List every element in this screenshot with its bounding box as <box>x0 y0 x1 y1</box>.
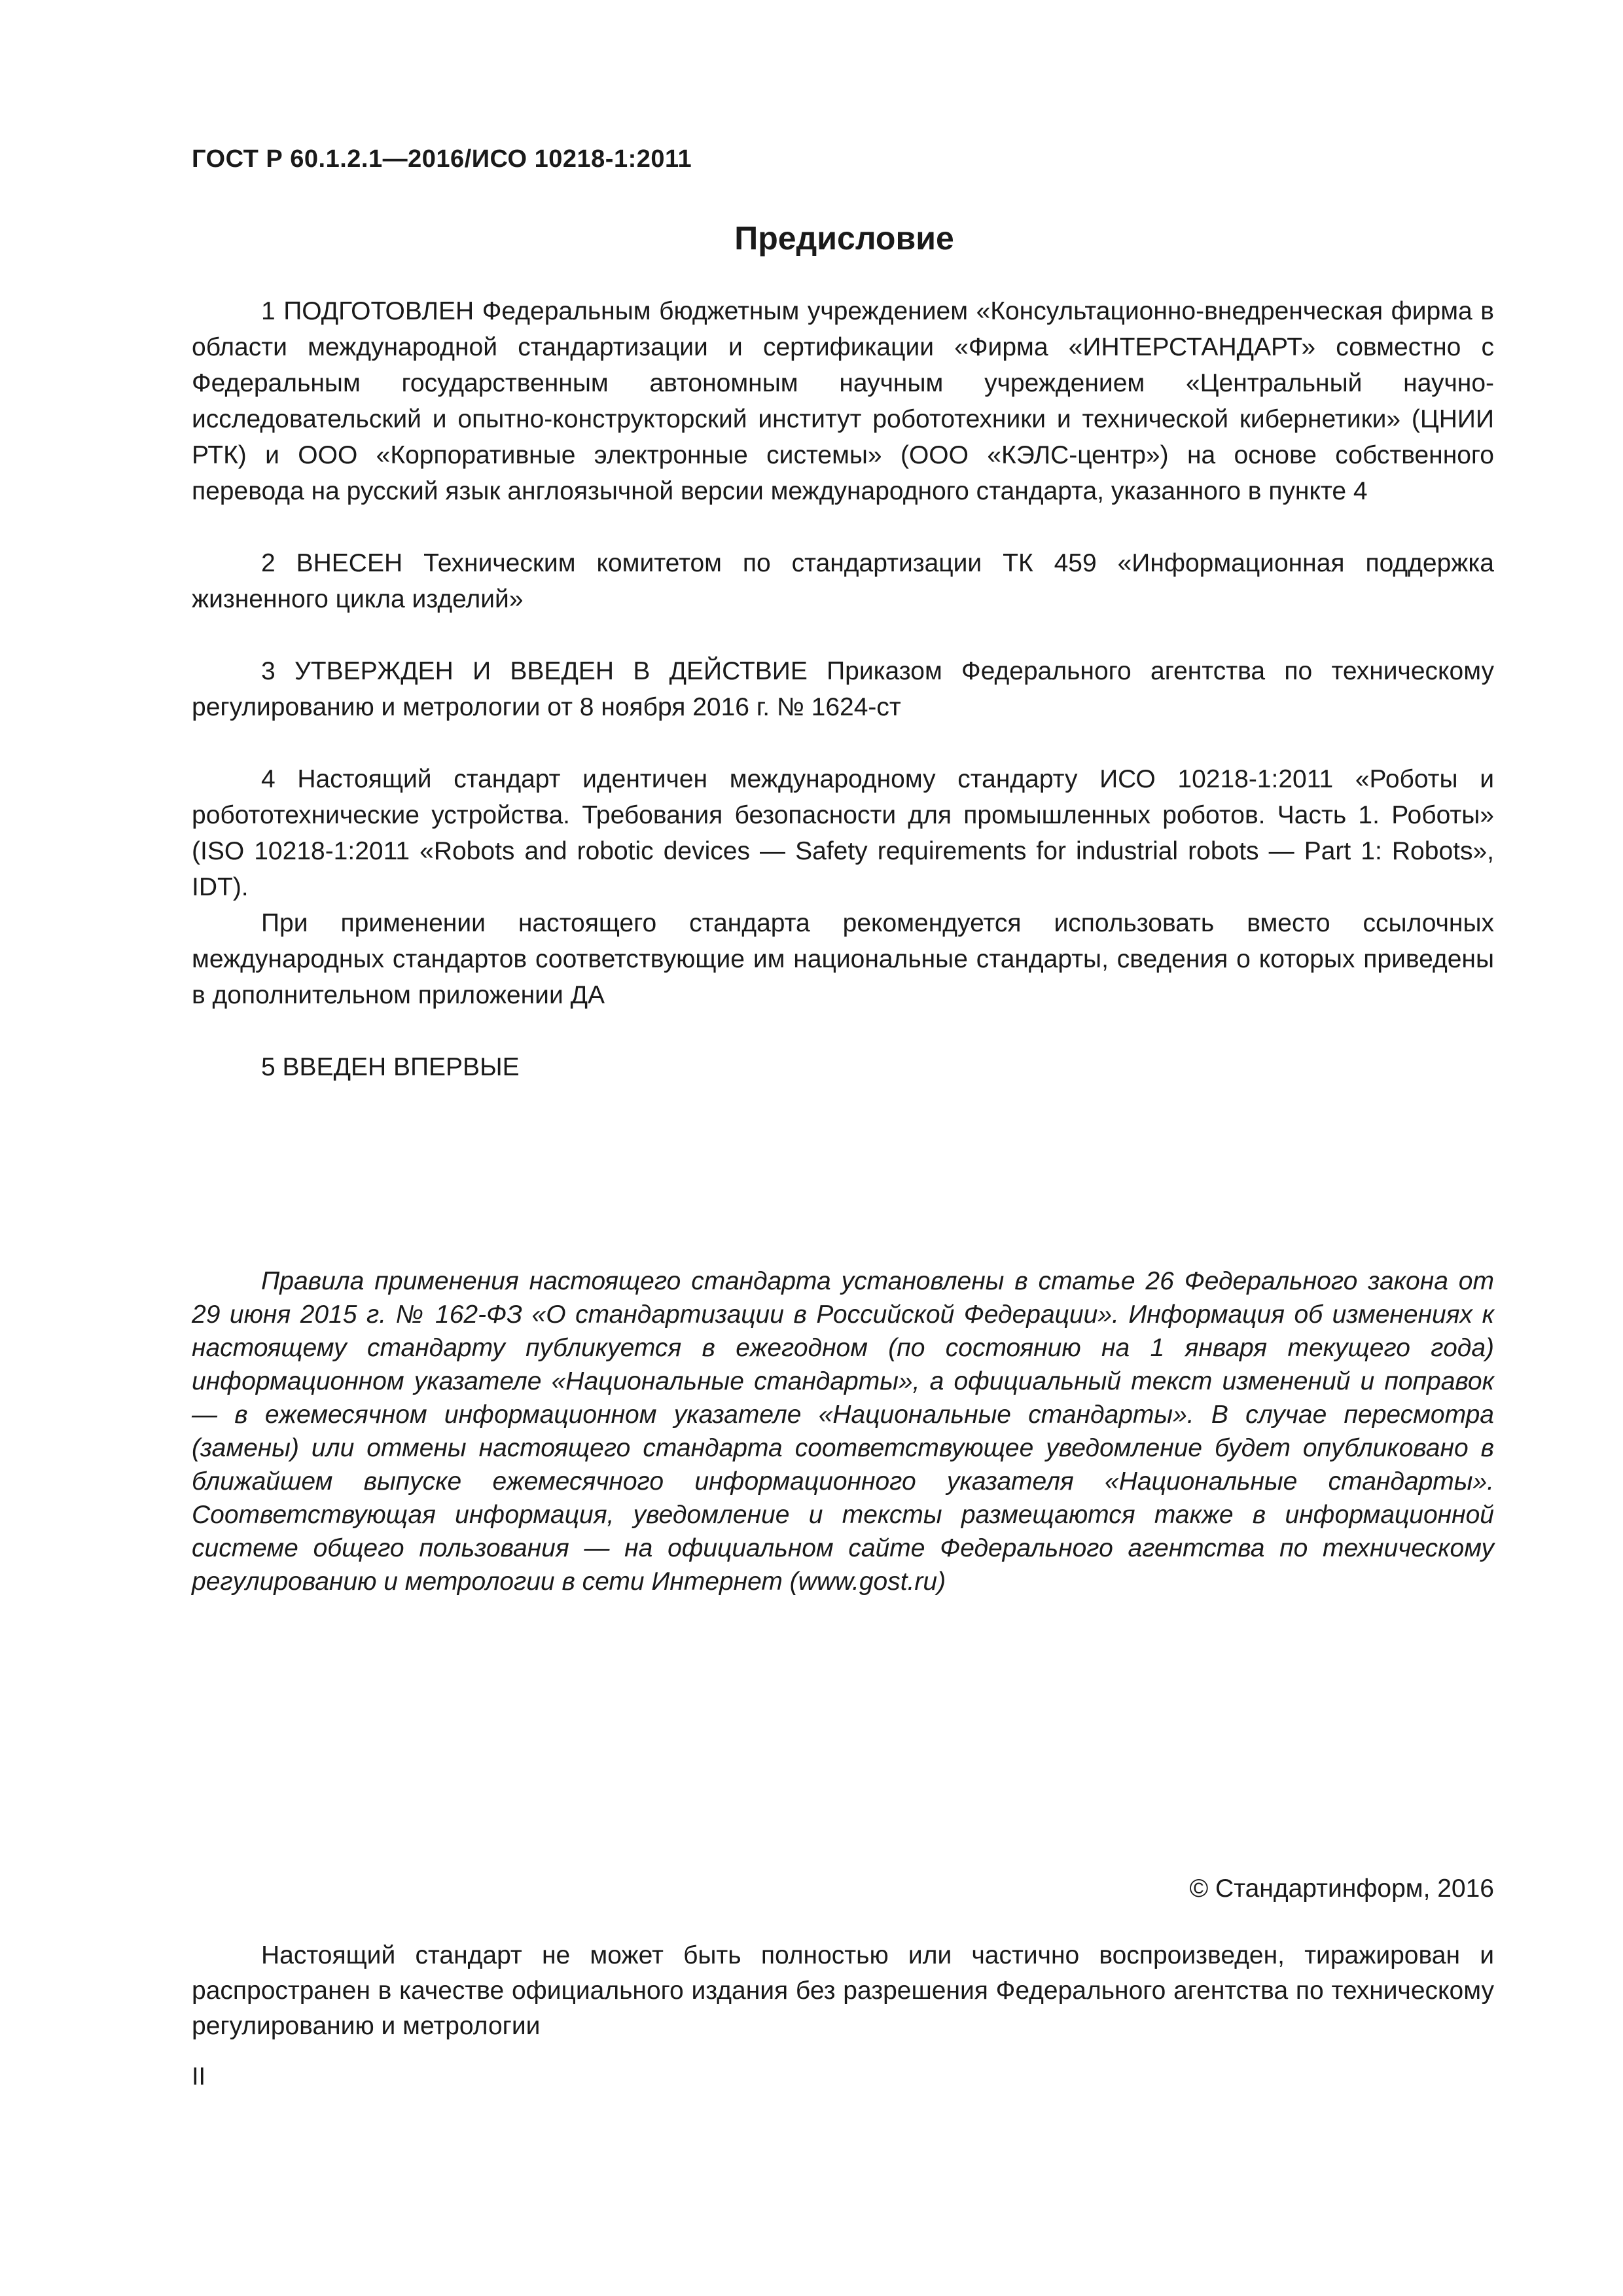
legal-notice: Настоящий стандарт не может быть полностью или частично воспроизведен, тиражирован и распространен в качестве официального издания без разрешения Федерального агентства по техническому регулированию и метрологии <box>192 1941 1494 2040</box>
paragraph-introduced: 2 ВНЕСЕН Техническим комитетом по стандартизации ТК 459 «Информационная поддержка жизненного цикла изделий» <box>192 549 1494 613</box>
paragraph-first-introduced: 5 ВВЕДЕН ВПЕРВЫЕ <box>261 1053 520 1081</box>
standard-code-header: ГОСТ Р 60.1.2.1—2016/ИСО 10218-1:2011 <box>192 145 692 173</box>
paragraph-prepared: 1 ПОДГОТОВЛЕН Федеральным бюджетным учреждением «Консультационно-внедренческая фирма в области международной стандартизации и сертификации «Фирма «ИНТЕРСТАНДАРТ» совместно с Федеральным государственным автономным научным учреждением «Центральный научно-исследовательский и опытно-конструкторский институт робототехники и технической кибернетики» (ЦНИИ РТК) и ООО «Корпоративные электронные системы» (ООО «КЭЛС-центр») на основе собственного перевода на русский язык англоязычной версии международного стандарта, указанного в пункте 4 <box>192 297 1494 505</box>
page-number: II <box>192 2063 206 2090</box>
preface-body <box>192 293 1494 1085</box>
paragraph-identical: 4 Настоящий стандарт идентичен международному стандарту ИСО 10218-1:2011 «Роботы и робототехнические устройства. Требования безопасности для промышленных роботов. Часть 1. Роботы» (ISO 10218-1:2011 «Robots and robotic devices — Safety requirements for industrial robots — Part 1: Robots», IDT). <box>192 765 1494 901</box>
paragraph-national-standards: При применении настоящего стандарта рекомендуется использовать вместо ссылочных международных стандартов соответствующие им национальные стандарты, сведения о которых приведены в дополнительном приложении ДА <box>192 909 1494 1009</box>
paragraph-approved: 3 УТВЕРЖДЕН И ВВЕДЕН В ДЕЙСТВИЕ Приказом Федерального агентства по техническому регулированию и метрологии от 8 ноября 2016 г. № 1624-ст <box>192 657 1494 721</box>
page-title: Предисловие <box>734 220 954 257</box>
copyright-notice: © Стандартинформ, 2016 <box>1189 1874 1494 1903</box>
rules-notice: Правила применения настоящего стандарта установлены в статье 26 Федерального закона от 29 июня 2015 г. № 162-ФЗ «О стандартизации в Российской Федерации». Информация об изменениях к настоящему стандарту публикуется в ежегодном (по состоянию на 1 января текущего года) информационном указателе «Национальные стандарты», а официальный текст изменений и поправок — в ежемесячном информационном указателе «Национальные стандарты». В случае пересмотра (замены) или отмены настоящего стандарта соответствующее уведомление будет опубликовано в ближайшем выпуске ежемесячного информационного указателя «Национальные стандарты». Соответствующая информация, уведомление и тексты размещаются также в информационной системе общего пользования — на официальном сайте Федерального агентства по техническому регулированию и метрологии в сети Интернет (www.gost.ru) <box>192 1267 1494 1596</box>
